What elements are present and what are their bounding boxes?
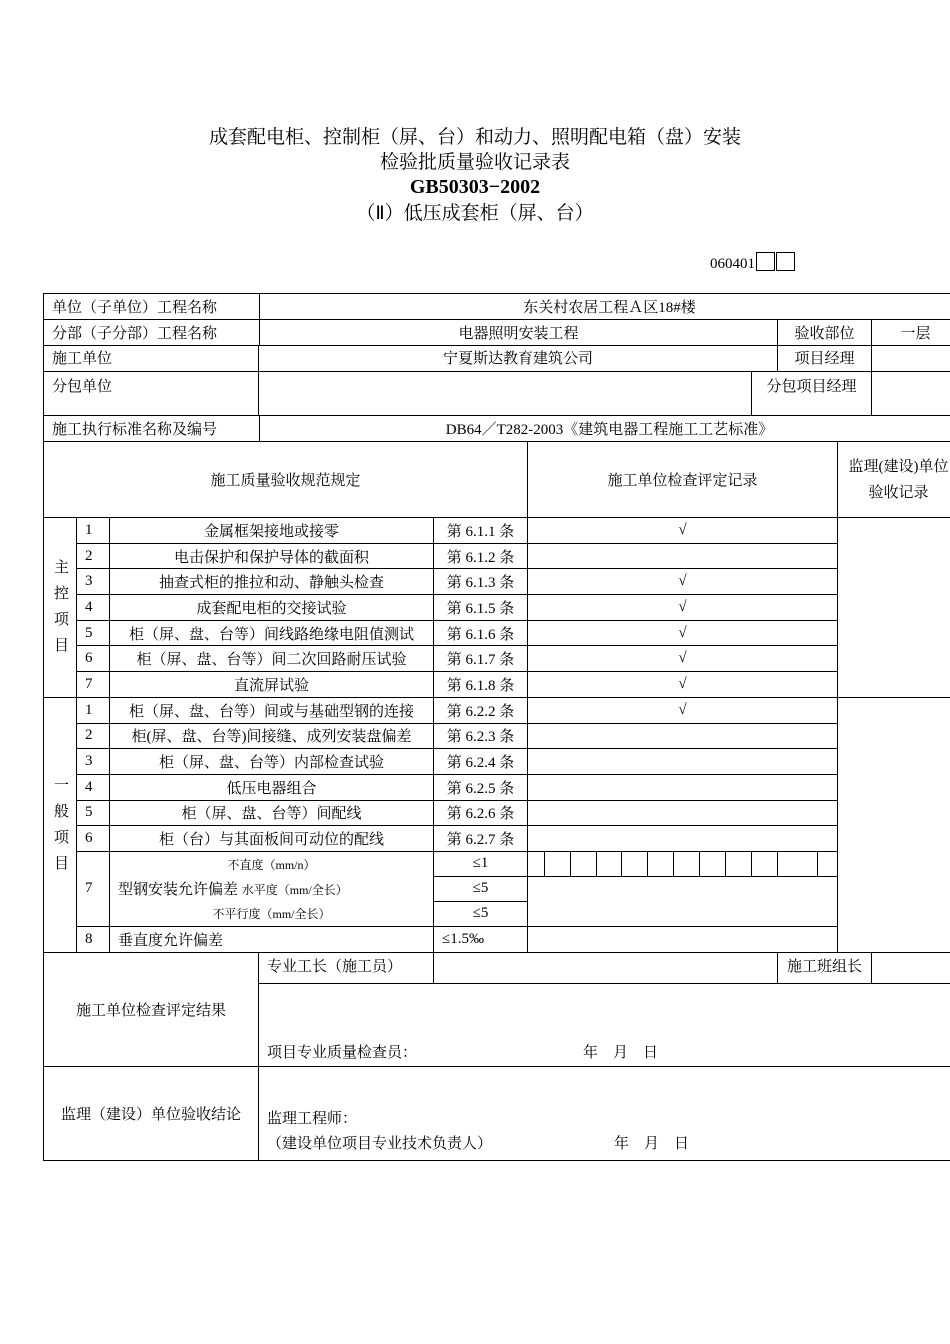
sub-pm-label: 分包项目经理 <box>752 372 872 416</box>
item8-check[interactable] <box>528 926 838 952</box>
item-name: 成套配电柜的交接试验 <box>110 595 434 621</box>
form-code: 060401 <box>710 252 795 273</box>
item-check[interactable]: √ <box>528 697 838 723</box>
item-clause: 第 6.2.2 条 <box>434 697 528 723</box>
item-no: 4 <box>77 774 110 800</box>
project-name-value[interactable]: 东关村农居工程Ａ区18#楼 <box>260 294 950 320</box>
item-check[interactable]: √ <box>528 595 838 621</box>
accept-part-value[interactable]: 一层 <box>872 320 950 346</box>
supervise-column-header: 监理(建设)单位验收记录 <box>838 442 950 518</box>
item-no: 6 <box>77 826 110 852</box>
foreman-label: 专业工长（施工员） <box>259 952 434 983</box>
owner-rep-label: （建设单位项目专业技术负责人） <box>267 1135 493 1152</box>
measure-cell[interactable] <box>528 851 545 876</box>
project-name-label: 单位（子单位）工程名称 <box>44 294 260 320</box>
item-name: 柜（屏、盘、台等）间配线 <box>110 800 434 826</box>
conclusion-label: 监理（建设）单位验收结论 <box>44 1066 259 1160</box>
item-name: 柜（屏、盘、台等）内部检查试验 <box>110 749 434 775</box>
measure-cell[interactable] <box>700 851 726 876</box>
item-check[interactable] <box>528 723 838 749</box>
main-group-label: 主控项目 <box>44 518 77 698</box>
item-name: 柜（台）与其面板间可动位的配线 <box>110 826 434 852</box>
item-check[interactable] <box>528 774 838 800</box>
code-box-1[interactable] <box>756 252 775 271</box>
measure-cell[interactable] <box>726 851 752 876</box>
item-no: 3 <box>77 749 110 775</box>
measure-cell[interactable] <box>545 851 571 876</box>
conclusion-date: 年 月 日 <box>614 1135 690 1152</box>
item-name: 金属框架接地或接零 <box>110 518 434 544</box>
sub-pm-value[interactable] <box>872 372 950 416</box>
spec-column-header: 施工质量验收规范规定 <box>44 442 528 518</box>
item-clause: 第 6.1.1 条 <box>434 518 528 544</box>
contractor-value[interactable]: 宁夏斯达教育建筑公司 <box>259 346 778 372</box>
measure-cell[interactable] <box>597 851 622 876</box>
item-no: 5 <box>77 620 110 646</box>
measure-area[interactable] <box>528 876 838 926</box>
item-name: 柜（屏、盘、台等）间二次回路耐压试验 <box>110 646 434 672</box>
item-name: 柜(屏、盘、台等)间接缝、成列安装盘偏差 <box>110 723 434 749</box>
code-box-2[interactable] <box>776 252 795 271</box>
standard-value[interactable]: DB64／T282-2003《建筑电器工程施工工艺标准》 <box>260 416 950 442</box>
measure-cell[interactable] <box>648 851 674 876</box>
item-name: 低压电器组合 <box>110 774 434 800</box>
general-supervise-record[interactable] <box>838 697 950 952</box>
item-name: 柜（屏、盘、台等）间线路绝缘电阻值测试 <box>110 620 434 646</box>
inspection-table <box>43 293 950 1161</box>
subcontractor-value[interactable] <box>259 372 752 416</box>
item-clause: 第 6.1.6 条 <box>434 620 528 646</box>
title-line-2: 检验批质量验收记录表 <box>379 151 570 173</box>
item-clause: 第 6.1.8 条 <box>434 672 528 698</box>
accept-part-label: 验收部位 <box>778 320 872 346</box>
inspector-sign[interactable] <box>259 983 950 1066</box>
item-no: 1 <box>77 518 110 544</box>
item-no: 3 <box>77 569 110 595</box>
item-clause: 第 6.2.5 条 <box>434 774 528 800</box>
item-no: 2 <box>77 723 110 749</box>
item-clause: 第 6.2.3 条 <box>434 723 528 749</box>
item7-name: 型钢安装允许偏差 水平度（mm/全长） <box>110 876 434 901</box>
item-check[interactable] <box>528 749 838 775</box>
pm-value[interactable] <box>872 346 950 372</box>
item-no: 4 <box>77 595 110 621</box>
item8-tol: ≤1.5‰ <box>434 926 528 952</box>
foreman-value[interactable] <box>434 952 778 983</box>
result-label: 施工单位检查评定结果 <box>44 952 259 1066</box>
item-name: 电击保护和保护导体的截面积 <box>110 543 434 569</box>
standard-label: 施工执行标准名称及编号 <box>44 416 260 442</box>
pm-label: 项目经理 <box>778 346 872 372</box>
engineer-label: 监理工程师： <box>267 1110 358 1127</box>
item-check[interactable]: √ <box>528 620 838 646</box>
engineer-sign[interactable] <box>259 1066 950 1160</box>
inspector-label: 项目专业质量检查员： <box>267 1044 418 1061</box>
item-no: 1 <box>77 697 110 723</box>
item-check[interactable] <box>528 543 838 569</box>
item7-tol2: ≤5 <box>434 876 528 901</box>
measure-cell[interactable] <box>674 851 700 876</box>
item-clause: 第 6.2.6 条 <box>434 800 528 826</box>
item-no: 2 <box>77 543 110 569</box>
item7-sub3: 不平行度（mm/全长） <box>110 901 434 926</box>
item7-sub2: 水平度（mm/全长） <box>241 883 348 898</box>
title-line-4: （Ⅱ）低压成套柜（屏、台） <box>356 202 594 224</box>
item7-tol3: ≤5 <box>434 901 528 926</box>
item-check[interactable]: √ <box>528 569 838 595</box>
item-check[interactable] <box>528 800 838 826</box>
measure-cell[interactable] <box>571 851 597 876</box>
item-check[interactable]: √ <box>528 672 838 698</box>
measure-cell[interactable] <box>622 851 648 876</box>
item-clause: 第 6.2.7 条 <box>434 826 528 852</box>
team-leader-value[interactable] <box>872 952 950 983</box>
item-no: 8 <box>77 926 110 952</box>
result-date: 年 月 日 <box>583 1044 659 1061</box>
item-no: 6 <box>77 646 110 672</box>
item-name: 柜（屏、盘、台等）间或与基础型钢的连接 <box>110 697 434 723</box>
item-no: 7 <box>77 851 110 926</box>
item7-sub1: 不直度（mm/n） <box>110 851 434 876</box>
item8-name: 垂直度允许偏差 <box>110 926 434 952</box>
item-check[interactable] <box>528 826 838 852</box>
item-no: 7 <box>77 672 110 698</box>
measure-cell[interactable] <box>752 851 778 876</box>
item-name: 直流屏试验 <box>110 672 434 698</box>
item-clause: 第 6.1.5 条 <box>434 595 528 621</box>
item-check[interactable]: √ <box>528 518 838 544</box>
item-clause: 第 6.1.3 条 <box>434 569 528 595</box>
item-clause: 第 6.2.4 条 <box>434 749 528 775</box>
item-check[interactable]: √ <box>528 646 838 672</box>
title-line-1: 成套配电柜、控制柜（屏、台）和动力、照明配电箱（盘）安装 <box>208 126 741 148</box>
title-line-3: GB50303−2002 <box>409 176 541 198</box>
measure-cell[interactable] <box>778 851 818 876</box>
contractor-label: 施工单位 <box>44 346 259 372</box>
item-clause: 第 6.1.7 条 <box>434 646 528 672</box>
item-no: 5 <box>77 800 110 826</box>
subproject-value[interactable]: 电器照明安装工程 <box>260 320 778 346</box>
item-name: 抽查式柜的推拉和动、静触头检查 <box>110 569 434 595</box>
subproject-label: 分部（子分部）工程名称 <box>44 320 260 346</box>
main-supervise-record[interactable] <box>838 518 950 698</box>
subcontractor-label: 分包单位 <box>44 372 259 416</box>
item7-tol1: ≤1 <box>434 851 528 876</box>
general-group-label: 一般项目 <box>44 697 77 952</box>
measure-cell[interactable] <box>818 851 838 876</box>
check-column-header: 施工单位检查评定记录 <box>528 442 838 518</box>
item-clause: 第 6.1.2 条 <box>434 543 528 569</box>
team-leader-label: 施工班组长 <box>778 952 872 983</box>
